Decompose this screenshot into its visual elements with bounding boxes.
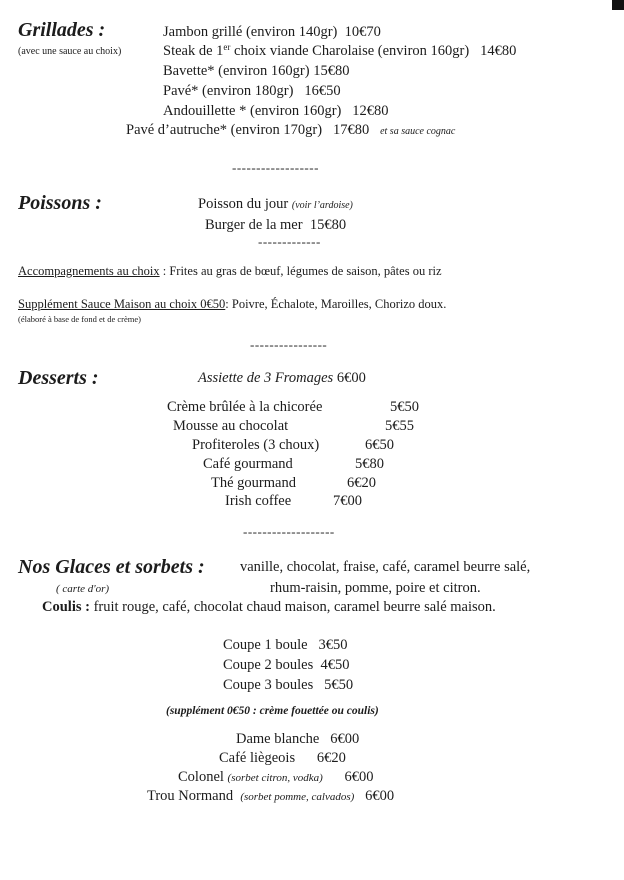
item-price: 12€80 [352, 103, 389, 119]
item-name: Colonel [178, 769, 224, 785]
item-name: Pavé d’autruche* (environ 170gr) [126, 122, 323, 138]
menu-item [205, 216, 346, 234]
item-price: 16€50 [304, 83, 341, 99]
item-price: 5€50 [390, 399, 419, 415]
separator: ---------------- [250, 337, 328, 352]
menu-item [225, 492, 291, 510]
section-title-glaces: Nos Glaces et sorbets : [18, 556, 205, 578]
accompagnements-label: Accompagnements au choix [18, 264, 160, 278]
menu-item [198, 369, 366, 387]
item-name: Thé gourmand [211, 475, 296, 491]
coulis-label: Coulis : [42, 599, 90, 615]
menu-item [167, 398, 322, 416]
item-name: Coupe 2 boules [223, 657, 314, 673]
item-note: (sorbet pomme, calvados) [240, 791, 355, 803]
item-price: 6€20 [316, 750, 346, 766]
menu-item [223, 636, 347, 654]
item-price: 14€80 [480, 43, 517, 59]
item-name: Crème brûlée à la chicorée [167, 399, 323, 415]
glaces-supplement: (supplément 0€50 : crème fouettée ou coulis) [166, 705, 379, 717]
menu-item [192, 436, 319, 454]
menu-item [147, 787, 394, 806]
item-price: 7€00 [333, 493, 362, 509]
item-price: 6€00 [330, 731, 360, 747]
item-price: 10€70 [344, 24, 381, 40]
item-price: 5€55 [385, 418, 414, 434]
item-name: Irish coffee [225, 493, 292, 509]
item-price: 15€80 [313, 63, 350, 79]
item-price: 6€00 [336, 370, 366, 386]
item-name: Coupe 1 boule [223, 637, 308, 653]
menu-item [223, 656, 349, 674]
accompagnements-line [18, 263, 442, 279]
item-name: Jambon grillé (environ 140gr) [163, 24, 338, 40]
section-title-poissons: Poissons : [18, 192, 102, 214]
menu-item [223, 676, 353, 694]
supplement-sauce-line [18, 296, 446, 312]
menu-item [219, 749, 346, 767]
item-price: 6€00 [344, 769, 374, 785]
item-price: 6€20 [347, 475, 376, 491]
section-title-grillades: Grillades : [18, 19, 106, 41]
grillades-note: (avec une sauce au choix) [18, 46, 122, 57]
separator: ------------------ [232, 160, 319, 175]
glaces-flavors-line2: rhum-raisin, pomme, poire et citron. [270, 580, 481, 596]
glaces-flavors-line1: vanille, chocolat, fraise, café, caramel beurre salé, [240, 559, 531, 575]
item-price: 6€00 [365, 788, 395, 804]
coulis-line [42, 598, 496, 616]
item-note: (sorbet citron, vodka) [227, 772, 323, 784]
item-price: 4€50 [320, 657, 350, 673]
menu-item [163, 23, 381, 41]
item-name: Burger de la mer [205, 217, 303, 233]
coulis-text: fruit rouge, café, chocolat chaud maison, caramel beurre salé maison. [89, 599, 496, 615]
menu-item [163, 62, 349, 80]
menu-item [173, 417, 288, 435]
menu-item [126, 121, 455, 141]
item-name: Pavé* (environ 180gr) [163, 83, 294, 99]
menu-item [163, 42, 516, 60]
menu-item [236, 730, 359, 748]
item-name: Assiette de 3 Fromages [198, 370, 334, 386]
separator: ------------------- [243, 524, 335, 539]
item-price: 3€50 [318, 637, 348, 653]
item-name: Mousse au chocolat [173, 418, 289, 434]
item-price: 17€80 [332, 122, 370, 138]
item-extra: et sa sauce cognac [380, 126, 456, 137]
item-name: Andouillette * (environ 160gr) [163, 103, 342, 119]
menu-item [163, 102, 389, 120]
menu-item [163, 82, 341, 100]
item-price: 5€80 [355, 456, 384, 472]
item-price: 15€80 [309, 217, 347, 233]
supplement-sauce-label: Supplément Sauce Maison au choix 0€50 [18, 297, 226, 311]
scan-edge-mark [612, 0, 624, 10]
item-name: Bavette* (environ 160gr) [163, 63, 310, 79]
item-name: Café liègeois [219, 750, 296, 766]
glaces-note: ( carte d'or) [56, 583, 110, 595]
item-name: Coupe 3 boules [223, 677, 314, 693]
item-name: Profiteroles (3 choux) [192, 437, 320, 453]
section-title-desserts: Desserts : [18, 367, 99, 389]
item-name: Café gourmand [203, 456, 293, 472]
item-name: Trou Normand [147, 788, 234, 804]
item-name: Poisson du jour [198, 196, 289, 212]
item-price: 6€50 [365, 437, 394, 453]
supplement-sauce-text: : Poivre, Échalote, Maroilles, Chorizo doux. [225, 297, 447, 311]
menu-item [178, 768, 374, 787]
accompagnements-text: : Frites au gras de bœuf, légumes de saison, pâtes ou riz [159, 264, 442, 278]
item-price: 5€50 [324, 677, 354, 693]
item-name: Steak de 1er choix viande Charolaise (environ 160gr) [163, 42, 470, 59]
supplement-sauce-note: (élaboré à base de fond et de crème) [18, 314, 141, 324]
menu-item [198, 195, 353, 215]
menu-item [203, 455, 293, 473]
menu-item [211, 474, 296, 492]
separator: ------------- [258, 234, 321, 249]
item-note: (voir l’ardoise) [291, 200, 353, 211]
item-name: Dame blanche [236, 731, 320, 747]
